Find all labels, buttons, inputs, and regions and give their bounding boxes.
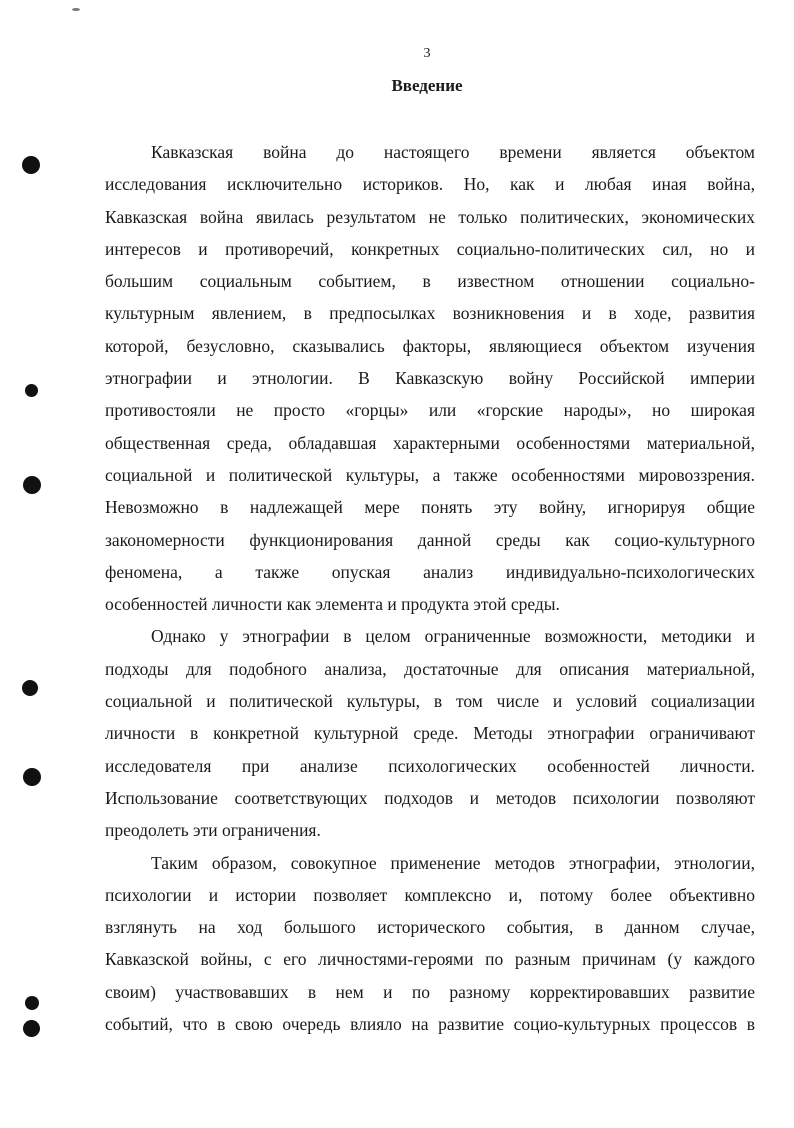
paragraph — [105, 136, 755, 620]
body-text — [105, 136, 755, 1040]
scan-speck — [72, 8, 80, 11]
text-line: которой, безусловно, сказывались факторы, являющиеся объектом изучения — [105, 335, 755, 356]
text-line: психологии и истории позволяет комплексно и, потому более объективно — [105, 884, 755, 905]
text-line: интересов и противоречий, конкретных социально-политических сил, но и — [105, 238, 755, 259]
text-line: особенностей личности как элемента и продукта этой среды. — [105, 594, 560, 615]
paragraph — [105, 620, 755, 846]
punch-hole — [22, 156, 40, 174]
text-line: исследования исключительно историков. Но, как и любая иная война, — [105, 174, 755, 195]
text-line: Кавказская война явилась результатом не только политических, экономических — [105, 206, 755, 227]
text-line: противостояли не просто «горцы» или «горские народы», но широкая — [105, 400, 755, 421]
text-line: Кавказская война до настоящего времени является объектом — [151, 142, 755, 162]
text-line: культурным явлением, в предпосылках возникновения и в ходе, развития — [105, 303, 755, 324]
text-line: взглянуть на ход большого исторического события, в данном случае, — [105, 917, 755, 938]
text-line: социальной и политической культуры, а также особенностями мировоззрения. — [105, 464, 755, 485]
text-line: Таким образом, совокупное применение методов этнографии, этнологии, — [151, 852, 755, 873]
text-line: личности в конкретной культурной среде. Методы этнографии ограничивают — [105, 723, 755, 744]
punch-hole — [25, 384, 38, 397]
paragraph — [105, 847, 755, 1041]
page-number: 3 — [423, 46, 431, 61]
text-line: исследователя при анализе психологических особенностей личности. — [105, 755, 755, 776]
text-line: Использование соответствующих подходов и методов психологии позволяют — [105, 787, 755, 808]
punch-hole — [23, 476, 41, 494]
text-line: закономерности функционирования данной среды как социо-культурного — [105, 529, 755, 550]
page-title: Введение — [391, 76, 463, 95]
text-line: событий, что в свою очередь влияло на развитие социо-культурных процессов в — [105, 1014, 755, 1035]
text-line: подходы для подобного анализа, достаточные для описания материальной, — [105, 658, 755, 679]
text-line: феномена, а также опуская анализ индивидуально-психологических — [105, 561, 755, 582]
text-line: этнографии и этнологии. В Кавказскую войну Российской империи — [105, 368, 755, 389]
text-line: Невозможно в надлежащей мере понять эту войну, игнорируя общие — [105, 497, 755, 518]
text-line: большим социальным событием, в известном отношении социально- — [105, 271, 755, 292]
punch-hole — [23, 1020, 40, 1037]
text-line: Кавказской войны, с его личностями-героями по разным причинам (у каждого — [105, 949, 755, 970]
punch-hole — [22, 680, 38, 696]
text-line: своим) участвовавших в нем и по разному корректировавших развитие — [105, 981, 755, 1002]
text-line: социальной и политической культуры, в том числе и условий социализации — [105, 691, 755, 712]
punch-hole — [25, 996, 39, 1010]
text-line: общественная среда, обладавшая характерными особенностями материальной, — [105, 432, 755, 453]
text-line: Однако у этнографии в целом ограниченные возможности, методики и — [151, 626, 755, 647]
text-line: преодолеть эти ограничения. — [105, 820, 321, 841]
punch-hole — [23, 768, 41, 786]
